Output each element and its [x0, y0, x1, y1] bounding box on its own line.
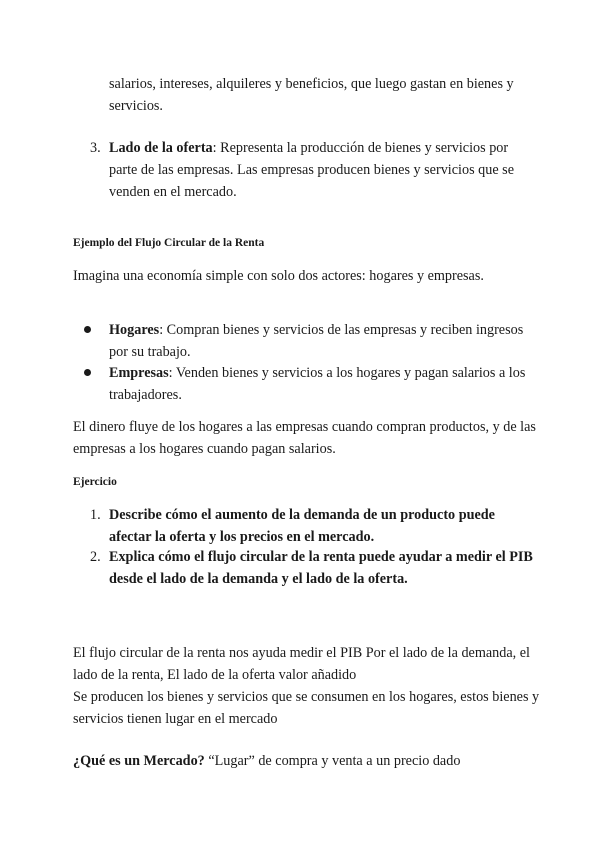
exercise-number-1: 1.	[90, 507, 101, 523]
top-continuation-paragraph: salarios, intereses, alquileres y beneficios, que luego gastan en bienes y servicios.	[109, 76, 514, 114]
list-number-3: 3.	[90, 140, 101, 156]
exercise-item-1: Describe cómo el aumento de la demanda de un producto puede afectar la oferta y los precios en el mercado.	[109, 507, 495, 545]
bullet-item-empresas: Empresas: Venden bienes y servicios a los hogares y pagan salarios a los trabajadores.	[109, 365, 526, 403]
market-question: ¿Qué es un Mercado?	[73, 753, 205, 769]
bullet-item-hogares: Hogares: Compran bienes y servicios de las empresas y reciben ingresos por su trabajo.	[109, 322, 524, 360]
bullet-dot	[84, 369, 91, 376]
note-paragraph-2: Se producen los bienes y servicios que se consumen en los hogares, estos bienes y servicios tienen lugar en el mercado	[73, 689, 540, 727]
example-intro: Imagina una economía simple con solo dos actores: hogares y empresas.	[73, 268, 484, 284]
bullet-dot	[84, 326, 91, 333]
money-flow-paragraph: El dinero fluye de los hogares a las empresas cuando compran productos, y de las empresas a los hogares cuando pagan salarios.	[73, 419, 536, 457]
market-answer: “Lugar” de compra y venta a un precio dado	[204, 753, 461, 769]
supply-side-item	[109, 137, 539, 203]
example-heading: Ejemplo del Flujo Circular de la Renta	[73, 237, 265, 249]
supply-side-term: Lado de la oferta	[109, 140, 213, 156]
exercise-item-2: Explica cómo el flujo circular de la renta puede ayudar a medir el PIB desde el lado de la demanda y el lado de la oferta.	[109, 549, 533, 587]
supply-side-text: : Representa la producción de bienes y servicios por parte de las empresas. Las empresas producen bienes y servicios que se venden en el mercado.	[109, 140, 514, 200]
exercise-number-2: 2.	[90, 549, 101, 565]
exercise-heading: Ejercicio	[73, 476, 117, 488]
note-paragraph-1: El flujo circular de la renta nos ayuda medir el PIB Por el lado de la demanda, el lado de la renta, El lado de la oferta valor añadido	[73, 645, 530, 683]
market-definition	[73, 750, 543, 772]
